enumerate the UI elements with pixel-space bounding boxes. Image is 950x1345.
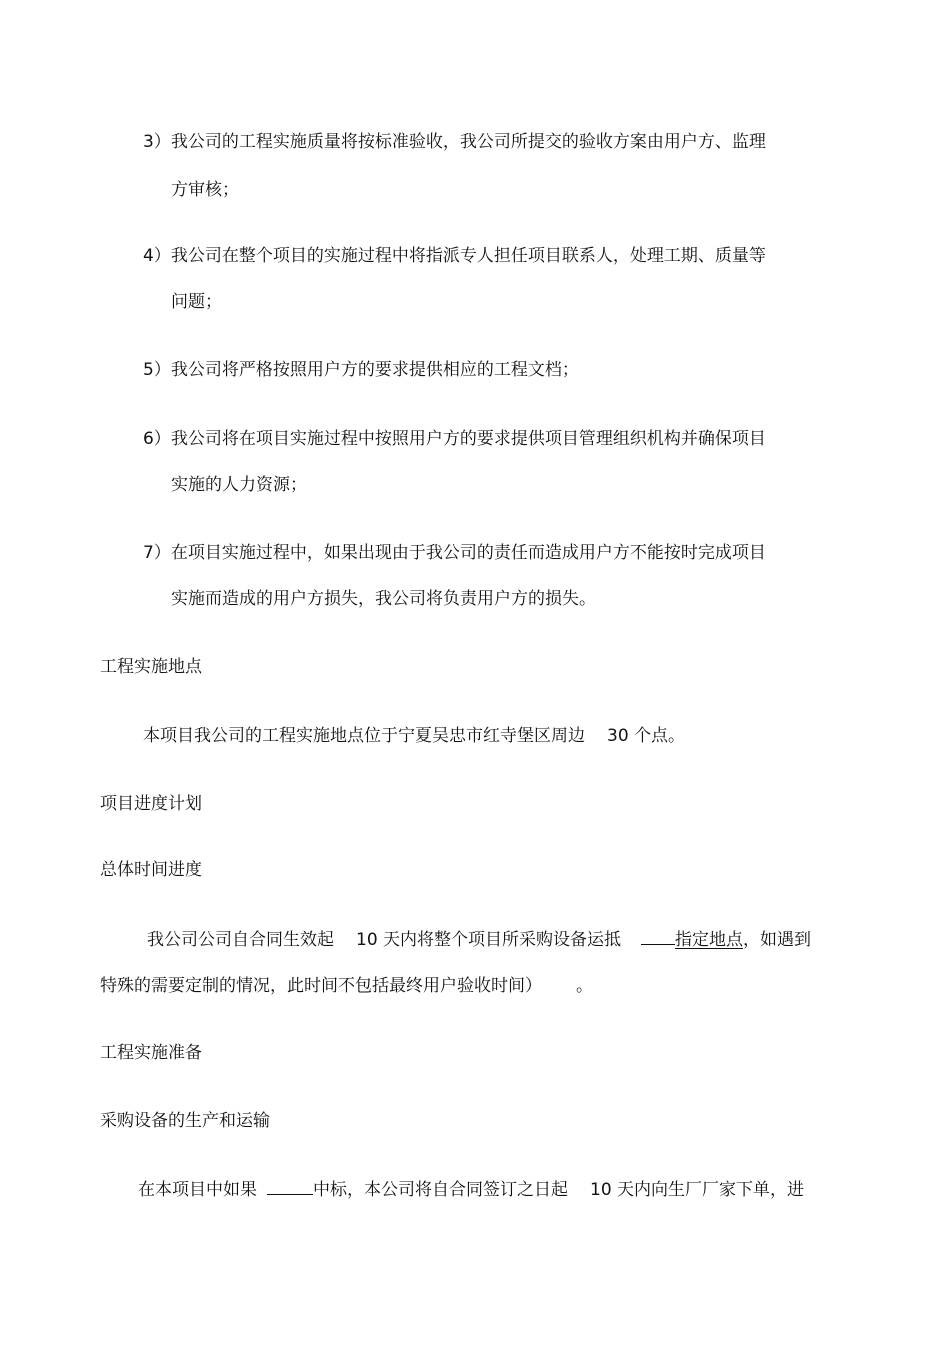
overall-line2-text: 特殊的需要定制的情况，此时间不包括最终用户验收时间）: [100, 976, 542, 996]
production-paragraph: [138, 1178, 804, 1202]
list-item-6-line1: 6）我公司将在项目实施过程中按照用户方的要求提供项目管理组织机构并确保项目: [143, 429, 766, 449]
list-item-4-line2: 问题；: [171, 292, 222, 312]
overall-line2-end: 。: [576, 976, 593, 996]
list-item-6-line2: 实施的人力资源；: [171, 475, 307, 495]
list-item-3-line1: 3）我公司的工程实施质量将按标准验收，我公司所提交的验收方案由用户方、监理: [143, 132, 766, 152]
underline-blank: [267, 1180, 313, 1195]
overall-text-c: ，如遇到: [743, 930, 812, 950]
overall-paragraph-line2: [100, 974, 593, 998]
overall-text-a: 我公司公司自合同生效起: [147, 930, 334, 950]
list-item-3-line2: 方审核；: [171, 180, 239, 200]
section-heading-site: 工程实施地点: [100, 657, 202, 677]
list-item-5-line1: 5）我公司将严格按照用户方的要求提供相应的工程文档；: [143, 360, 579, 380]
site-text-count: 30 个点。: [607, 726, 686, 746]
list-item-4-line1: 4）我公司在整个项目的实施过程中将指派专人担任项目联系人，处理工期、质量等: [143, 246, 766, 266]
overall-underlined-location: 指定地点: [675, 930, 744, 950]
overall-text-b: 10 天内将整个项目所采购设备运抵: [356, 930, 622, 950]
production-text-c: 10 天内向生厂厂家下单，进: [590, 1180, 805, 1200]
production-text-b: 中标，本公司将自合同签订之日起: [313, 1180, 568, 1200]
site-text-main: 本项目我公司的工程实施地点位于宁夏吴忠市红寺堡区周边: [143, 726, 585, 746]
section-heading-prep: 工程实施准备: [100, 1043, 202, 1063]
section-heading-production: 采购设备的生产和运输: [100, 1111, 270, 1131]
section-heading-schedule: 项目进度计划: [100, 794, 202, 814]
list-item-7-line2: 实施而造成的用户方损失，我公司将负责用户方的损失。: [171, 589, 596, 609]
site-paragraph: [143, 724, 685, 748]
overall-paragraph-line1: [147, 928, 811, 952]
production-text-a: 在本项目中如果: [138, 1180, 257, 1200]
section-heading-overall: 总体时间进度: [100, 860, 202, 880]
underline-blank: [641, 930, 675, 945]
list-item-7-line1: 7）在项目实施过程中，如果出现由于我公司的责任而造成用户方不能按时完成项目: [143, 543, 766, 563]
